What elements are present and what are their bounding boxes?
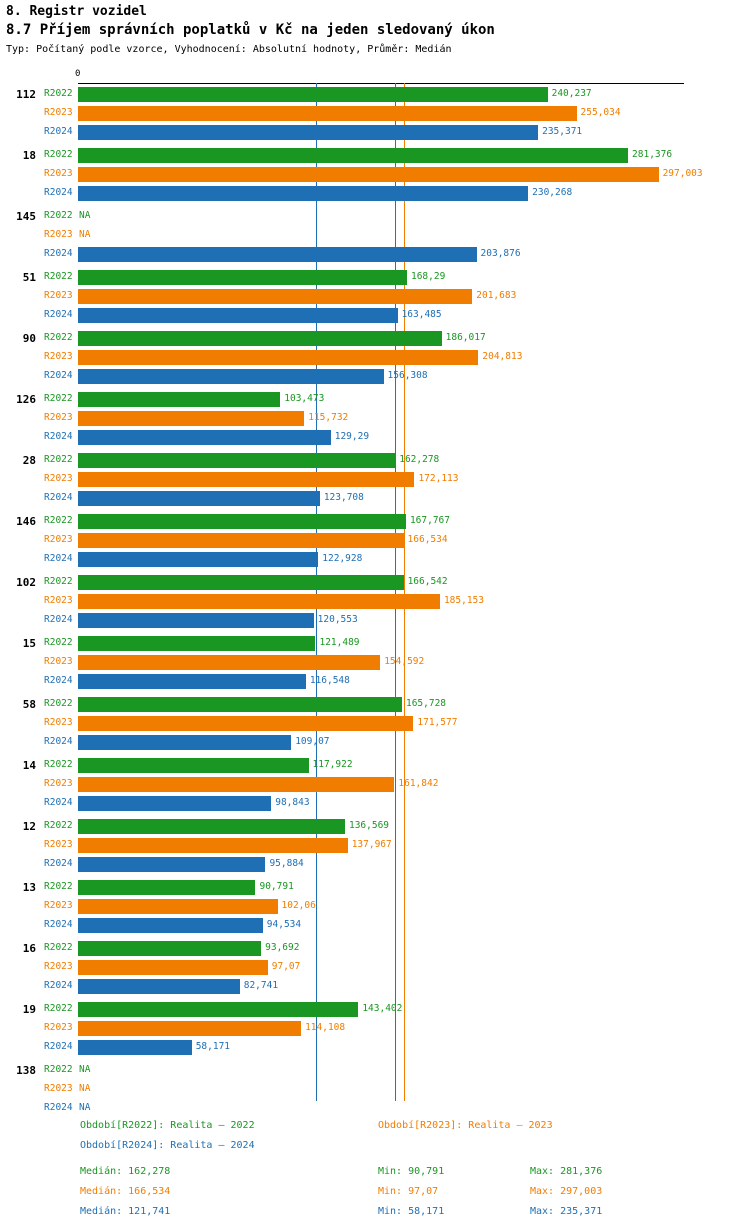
bar[interactable] [78,941,261,956]
bar[interactable] [78,289,472,304]
bar-group [0,451,750,508]
bar[interactable] [78,350,478,365]
max-2022: Max: 281,376 [530,1166,603,1177]
bar[interactable] [78,148,628,163]
bar-value-label: 166,534 [407,534,448,545]
median-2023: Medián: 166,534 [80,1186,171,1197]
series-label: R2023 [44,412,73,423]
bar[interactable] [78,613,314,628]
bar-value-label: 281,376 [632,149,673,160]
bar-na-label: NA [79,1102,91,1113]
bar-na-label: NA [79,1083,91,1094]
bar-value-label: 98,843 [275,797,310,808]
bar-value-label: 116,548 [309,675,350,686]
bar-value-label: 58,171 [195,1041,231,1052]
series-label: R2024 [44,980,73,991]
bar-row [0,245,750,264]
bar-value-label: 240,237 [551,88,592,99]
group-label: 90 [22,332,36,345]
bar-value-label: 82,741 [243,980,279,991]
series-label: R2022 [44,271,73,282]
bar-row [0,817,750,836]
bar[interactable] [78,186,528,201]
bar-value-label: 154,592 [384,656,425,667]
bar[interactable] [78,880,255,895]
series-label: R2024 [44,370,73,381]
bar-group [0,329,750,386]
max-2024: Max: 235,371 [530,1206,603,1217]
series-label: R2024 [44,126,73,137]
series-label: R2023 [44,839,73,850]
series-label: R2024 [44,919,73,930]
bar[interactable] [78,655,380,670]
bar[interactable] [78,735,291,750]
bar-value-label: 137,967 [351,839,392,850]
min-2022: Min: 90,791 [378,1166,445,1177]
bar[interactable] [78,87,548,102]
series-label: R2024 [44,736,73,747]
bar-row [0,329,750,348]
bar-value-label: 186,017 [445,332,486,343]
bar-row [0,977,750,996]
bar-value-label: 166,542 [407,576,448,587]
group-label: 138 [16,1064,36,1077]
median-2024: Medián: 121,741 [80,1206,171,1217]
bar-row [0,1099,750,1118]
legend-item-r2022: Období[R2022]: Realita – 2022 [80,1120,255,1131]
bar-value-label: 163,485 [401,309,442,320]
bar-row [0,939,750,958]
series-label: R2024 [44,858,73,869]
series-label: R2022 [44,881,73,892]
bar[interactable] [78,796,271,811]
series-label: R2024 [44,675,73,686]
group-label: 16 [22,942,36,955]
series-label: R2024 [44,553,73,564]
chart-legend [0,1120,750,1226]
group-label: 13 [22,881,36,894]
stats-row-2024 [0,1206,750,1226]
bar-value-label: 120,553 [317,614,358,625]
bar-row [0,672,750,691]
series-label: R2023 [44,534,73,545]
series-label: R2023 [44,351,73,362]
series-label: R2023 [44,1022,73,1033]
bar-value-label: 115,732 [308,412,349,423]
bar[interactable] [78,918,263,933]
bar-row [0,695,750,714]
bar-value-label: 230,268 [532,187,573,198]
min-2023: Min: 97,07 [378,1186,439,1197]
bar-row [0,550,750,569]
series-label: R2024 [44,431,73,442]
series-label: R2023 [44,168,73,179]
bar-row [0,165,750,184]
stats-row-2023 [0,1186,750,1206]
chart-subtitle: Typ: Počítaný podle vzorce, Vyhodnocení: Absolutní hodnoty, Průměr: Medián [6,44,452,55]
bar[interactable] [78,636,315,651]
bar-row [0,1080,750,1099]
series-label: R2023 [44,961,73,972]
group-label: 51 [22,271,36,284]
bar-group [0,878,750,935]
bar-row [0,714,750,733]
max-2023: Max: 297,003 [530,1186,603,1197]
bar-value-label: 171,577 [417,717,458,728]
bar-row [0,287,750,306]
bar-group [0,146,750,203]
bar-row [0,123,750,142]
group-label: 145 [16,210,36,223]
group-label: 126 [16,393,36,406]
series-label: R2023 [44,778,73,789]
bar[interactable] [78,1021,301,1036]
bar[interactable] [78,411,304,426]
bar-row [0,1061,750,1080]
bar-value-label: 185,153 [443,595,484,606]
series-label: R2024 [44,492,73,503]
series-label: R2024 [44,1041,73,1052]
bar-value-label: 129,29 [334,431,370,442]
bar-row [0,531,750,550]
bar[interactable] [78,674,306,689]
bar-value-label: 102,06 [281,900,316,911]
median-2022: Medián: 162,278 [80,1166,171,1177]
bar-group [0,1000,750,1057]
series-label: R2024 [44,309,73,320]
series-label: R2022 [44,515,73,526]
bar[interactable] [78,472,414,487]
bar-value-label: 109,07 [295,736,330,747]
bar-group [0,390,750,447]
bar-row [0,611,750,630]
bar[interactable] [78,1040,192,1055]
bar-value-label: 122,928 [322,553,363,564]
bar-row [0,592,750,611]
bar[interactable] [78,514,406,529]
series-label: R2022 [44,149,73,160]
bar-group [0,1061,750,1118]
bar-row [0,855,750,874]
bar[interactable] [78,453,395,468]
series-label: R2023 [44,900,73,911]
bar[interactable] [78,575,404,590]
bar-value-label: 94,534 [266,919,302,930]
bar-value-label: 162,278 [399,454,440,465]
series-label: R2024 [44,1102,73,1113]
bar-row [0,226,750,245]
bar[interactable] [78,777,394,792]
bar-row [0,306,750,325]
bar-value-label: 117,922 [312,759,353,770]
bar[interactable] [78,533,404,548]
bar-value-label: 136,569 [348,820,390,831]
bar-group [0,268,750,325]
report-section-title: 8. Registr vozidel [6,4,147,19]
bar[interactable] [78,758,309,773]
bar[interactable] [78,1002,358,1017]
bar-group [0,512,750,569]
group-label: 14 [22,759,36,772]
series-label: R2023 [44,290,73,301]
bar-row [0,470,750,489]
bar-value-label: 201,683 [476,290,517,301]
bar-value-label: 121,489 [319,637,360,648]
bar-value-label: 97,07 [271,961,301,972]
bar-value-label: 204,813 [482,351,523,362]
bar[interactable] [78,369,384,384]
series-label: R2022 [44,1064,73,1075]
bar-group [0,634,750,691]
bar-value-label: 172,113 [418,473,459,484]
bar-row [0,733,750,752]
bar[interactable] [78,857,265,872]
bar[interactable] [78,979,240,994]
series-label: R2024 [44,614,73,625]
legend-item-r2023: Období[R2023]: Realita – 2023 [378,1120,553,1131]
bar-row [0,489,750,508]
series-label: R2024 [44,248,73,259]
series-label: R2022 [44,759,73,770]
bar[interactable] [78,106,577,121]
series-label: R2023 [44,107,73,118]
bar-value-label: 168,29 [410,271,446,282]
bar[interactable] [78,308,398,323]
series-label: R2022 [44,1003,73,1014]
series-label: R2023 [44,1083,73,1094]
group-label: 15 [22,637,36,650]
bar-value-label: 255,034 [580,107,621,118]
chart-area [0,63,750,1113]
bar[interactable] [78,491,320,506]
bar-value-label: 95,884 [269,858,304,869]
series-label: R2022 [44,332,73,343]
bar-group [0,207,750,264]
bar-row [0,512,750,531]
group-label: 58 [22,698,36,711]
bar-na-label: NA [79,229,91,240]
bar[interactable] [78,819,345,834]
bar-row [0,428,750,447]
bar-row [0,653,750,672]
bar-row [0,897,750,916]
bar-row [0,836,750,855]
bar-row [0,268,750,287]
legend-row-2 [0,1140,750,1160]
bar-row [0,367,750,386]
series-label: R2023 [44,656,73,667]
bar-row [0,207,750,226]
bar-row [0,916,750,935]
bar-group [0,756,750,813]
bar[interactable] [78,838,348,853]
bar-group [0,573,750,630]
series-label: R2022 [44,942,73,953]
axis-top-line [78,83,684,84]
series-label: R2024 [44,797,73,808]
bar-row [0,390,750,409]
stats-row-2022 [0,1166,750,1186]
bar-value-label: 93,692 [265,942,300,953]
bar[interactable] [78,697,402,712]
legend-stats [0,1166,750,1226]
bar-row [0,794,750,813]
bar-group [0,817,750,874]
bar-group [0,939,750,996]
bar-value-label: 161,842 [398,778,439,789]
chart-header [0,0,750,57]
group-label: 102 [16,576,36,589]
bar[interactable] [78,167,659,182]
group-label: 112 [16,88,36,101]
bar-row [0,958,750,977]
bar-value-label: 203,876 [480,248,521,259]
bar-row [0,756,750,775]
bar[interactable] [78,392,280,407]
bar[interactable] [78,125,538,140]
bar-row [0,1038,750,1057]
series-label: R2023 [44,717,73,728]
series-label: R2023 [44,595,73,606]
bar[interactable] [78,716,413,731]
bar-row [0,85,750,104]
bar-value-label: 114,108 [305,1022,346,1033]
group-label: 19 [22,1003,36,1016]
bar-row [0,1000,750,1019]
series-label: R2022 [44,454,73,465]
bar-value-label: 123,708 [323,492,364,503]
group-label: 28 [22,454,36,467]
bar-value-label: 103,473 [284,393,325,404]
bar-group [0,695,750,752]
bar[interactable] [78,270,407,285]
series-label: R2022 [44,698,73,709]
bar-na-label: NA [79,1064,91,1075]
bar-row [0,775,750,794]
bar-value-label: 90,791 [259,881,294,892]
bar[interactable] [78,594,440,609]
legend-row-1 [0,1120,750,1140]
bar-row [0,146,750,165]
series-label: R2022 [44,576,73,587]
group-label: 18 [22,149,36,162]
series-label: R2023 [44,473,73,484]
page-title: 8.7 Příjem správních poplatků v Kč na jeden sledovaný úkon [6,22,495,38]
bar-row [0,409,750,428]
bar-na-label: NA [79,210,91,221]
bar-row [0,451,750,470]
bar-row [0,184,750,203]
bar-value-label: 235,371 [542,126,583,137]
bar-row [0,878,750,897]
bar-value-label: 156,308 [387,370,428,381]
series-label: R2024 [44,187,73,198]
bar[interactable] [78,960,268,975]
series-label: R2022 [44,637,73,648]
series-label: R2022 [44,393,73,404]
bar-value-label: 167,767 [409,515,450,526]
min-2024: Min: 58,171 [378,1206,445,1217]
series-label: R2022 [44,88,73,99]
bar[interactable] [78,899,278,914]
series-label: R2022 [44,210,73,221]
bar-value-label: 297,003 [662,168,703,179]
group-label: 146 [16,515,36,528]
bar-row [0,573,750,592]
bar[interactable] [78,331,442,346]
bar[interactable] [78,552,318,567]
bar-row [0,104,750,123]
series-label: R2023 [44,229,73,240]
group-label: 12 [22,820,36,833]
bar-row [0,348,750,367]
bar-value-label: 143,402 [362,1003,403,1014]
bar-group [0,85,750,142]
bar-row [0,634,750,653]
bar-row [0,1019,750,1038]
axis-zero-label: 0 [75,69,81,79]
bar[interactable] [78,430,331,445]
legend-item-r2024: Období[R2024]: Realita – 2024 [80,1140,255,1151]
bar[interactable] [78,247,477,262]
series-label: R2022 [44,820,73,831]
bar-value-label: 165,728 [405,698,447,709]
